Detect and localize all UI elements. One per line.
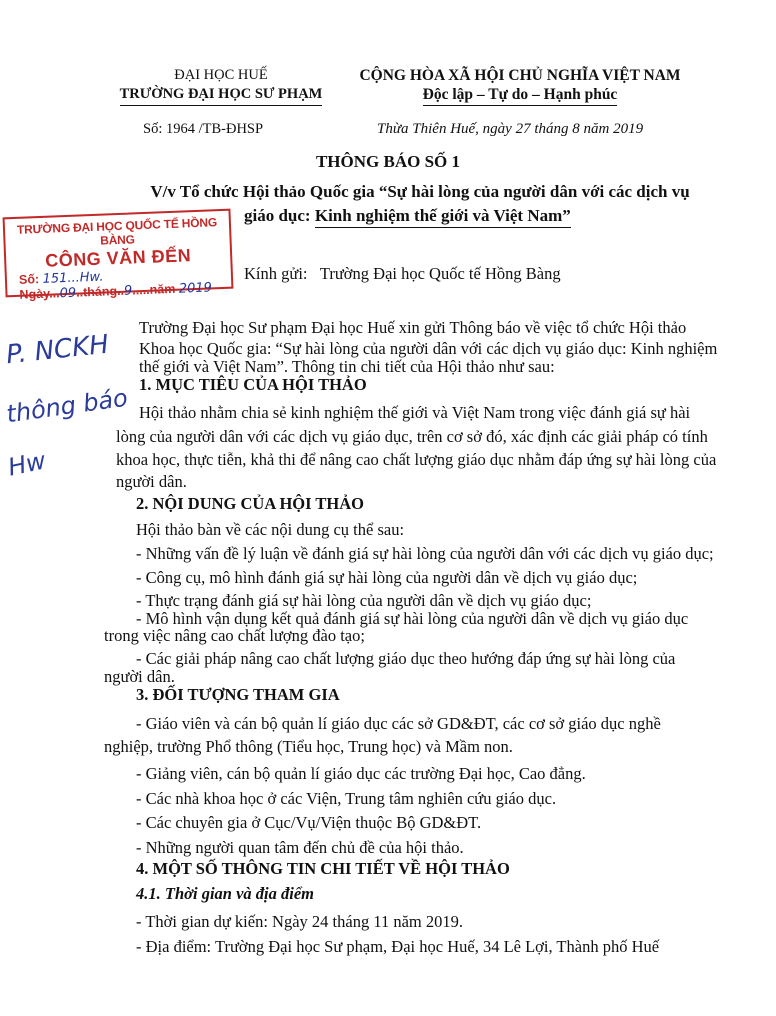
stamp-number: 151...Hw. [42, 269, 104, 287]
section-1-line: khoa học, thực tiễn, khả thi để nâng cao chất lượng giáo dục nhằm đáp ứng sự hài lòng của [116, 450, 717, 469]
section-2-heading: 2. NỘI DUNG CỦA HỘI THẢO [136, 494, 364, 513]
section-3-line: - Những người quan tâm đến chủ đề của hội thảo. [136, 838, 464, 857]
national-header [342, 66, 698, 106]
section-2-line: - Các giải pháp nâng cao chất lượng giáo dục theo hướng đáp ứng sự hài lòng của [136, 649, 676, 668]
intro-line-2: Khoa học Quốc gia: “Sự hài lòng của người dân với các dịch vụ giáo dục: Kinh nghiệm [139, 339, 718, 358]
stamp-school: TRƯỜNG ĐẠI HỌC QUỐC TẾ HỒNG BÀNG [16, 215, 218, 248]
section-3-line: - Giảng viên, cán bộ quản lí giáo dục các trường Đại học, Cao đẳng. [136, 764, 586, 783]
issuer-block [110, 66, 332, 106]
school-name: TRƯỜNG ĐẠI HỌC SƯ PHẠM [110, 85, 332, 106]
document-number: Số: 1964 /TB-ĐHSP [143, 121, 264, 137]
section-4-line: - Địa điểm: Trường Đại học Sư phạm, Đại học Huế, 34 Lê Lợi, Thành phố Huế [136, 937, 660, 956]
section-2-line: - Công cụ, mô hình đánh giá sự hài lòng của người dân về dịch vụ giáo dục; [136, 568, 638, 587]
section-2-line: trong việc nâng cao chất lượng đào tạo; [104, 626, 365, 645]
intro-line-1: Trường Đại học Sư phạm Đại học Huế xin gửi Thông báo về việc tổ chức Hội thảo [139, 318, 687, 337]
section-3-line: - Các chuyên gia ở Cục/Vụ/Viện thuộc Bộ GD&ĐT. [136, 813, 482, 832]
section-1-heading: 1. MỤC TIÊU CỦA HỘI THẢO [139, 375, 367, 394]
section-3-line: - Các nhà khoa học ở các Viện, Trung tâm nghiên cứu giáo dục. [136, 789, 557, 808]
recipient-label: Kính gửi: [244, 264, 308, 283]
section-1-line: người dân. [116, 472, 187, 491]
stamp-date-row: Ngày...09..tháng..9.....năm 2019 [19, 280, 213, 302]
stamp-label: CÔNG VĂN ĐẾN [44, 245, 192, 271]
subject-line-2: giáo dục: Kinh nghiệm thế giới và Việt Nam” [244, 206, 571, 228]
stamp-number-row: Số: 151...Hw. [18, 269, 104, 287]
section-4-heading: 4. MỘT SỐ THÔNG TIN CHI TIẾT VỀ HỘI THẢO [136, 859, 510, 878]
section-3-line: nghiệp, trường Phổ thông (Tiểu học, Trung học) và Mầm non. [104, 737, 513, 756]
university-name: ĐẠI HỌC HUẾ [174, 67, 268, 83]
motto: Độc lập – Tự do – Hạnh phúc [342, 85, 698, 106]
section-3-line: - Giáo viên và cán bộ quản lí giáo dục các sở GD&ĐT, các cơ sở giáo dục nghề [136, 714, 661, 733]
section-4-line: - Thời gian dự kiến: Ngày 24 tháng 11 năm 2019. [136, 912, 463, 931]
intro-line-3: thế giới và Việt Nam”. Thông tin chi tiết của Hội thảo như sau: [139, 357, 555, 376]
handwritten-department: P. NCKH [4, 329, 111, 371]
notice-subject [110, 180, 730, 204]
section-2-line: - Thực trạng đánh giá sự hài lòng của người dân về dịch vụ giáo dục; [136, 591, 592, 610]
section-1-line: Hội thảo nhằm chia sẻ kinh nghiệm thế giới và Việt Nam trong việc đánh giá sự hài [139, 403, 691, 422]
handwritten-initials: Hw [5, 446, 49, 482]
section-1-line: lòng của người dân với các dịch vụ giáo dục, trên cơ sở đó, xác định các giải pháp có tính [116, 427, 708, 446]
recipient-name: Trường Đại học Quốc tế Hồng Bàng [319, 264, 561, 283]
section-2-line: Hội thảo bàn về các nội dung cụ thể sau: [136, 520, 405, 539]
section-4-1-heading: 4.1. Thời gian và địa điểm [136, 884, 314, 903]
subject-line-1: V/v Tổ chức Hội thảo Quốc gia “Sự hài lòng của người dân với các dịch vụ [150, 182, 690, 201]
section-2-line: - Những vấn đề lý luận về đánh giá sự hài lòng của người dân với các dịch vụ giáo dục; [136, 544, 714, 563]
handwritten-note: thông báo [4, 383, 130, 429]
issue-date: Thừa Thiên Huế, ngày 27 tháng 8 năm 2019 [377, 121, 644, 137]
section-2-line: - Mô hình vận dụng kết quả đánh giá sự hài lòng của người dân về dịch vụ giáo dục [136, 609, 689, 628]
received-stamp [3, 209, 234, 302]
section-3-heading: 3. ĐỐI TƯỢNG THAM GIA [136, 685, 340, 704]
notice-title: THÔNG BÁO SỐ 1 [315, 152, 461, 171]
section-2-line: người dân. [104, 667, 175, 686]
country-name: CỘNG HÒA XÃ HỘI CHỦ NGHĨA VIỆT NAM [359, 67, 681, 84]
recipient [244, 262, 561, 285]
